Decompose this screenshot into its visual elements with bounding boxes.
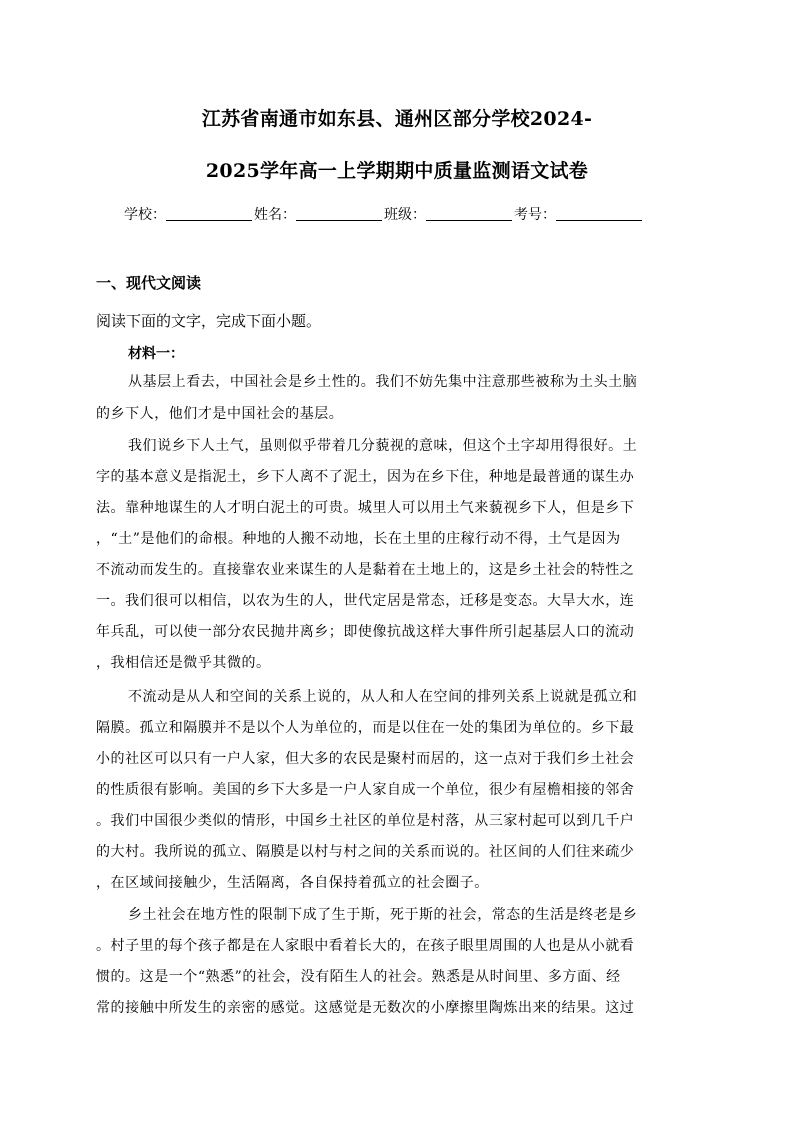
school-label: 学校：: [124, 207, 166, 223]
passage-line: 小的社区可以只有一户人家，但大多的农民是聚村而居的，这一点对于我们乡土社会: [96, 751, 635, 767]
passage-line: 的大村。我所说的孤立、隔膜是以村与村之间的关系而说的。社区间的人们往来疏少: [96, 844, 635, 860]
passage-line: 惯的。这是一个“熟悉”的社会，没有陌生人的社会。熟悉是从时间里、多方面、经: [96, 969, 621, 985]
exam-number-label: 考号：: [514, 207, 556, 223]
exam-number-blank-field[interactable]: [556, 206, 642, 221]
passage-line: 的性质很有影响。美国的乡下大多是一户人家自成一个单位，很少有屋檐相接的邻舍: [96, 782, 635, 798]
passage-line: 的乡下人，他们才是中国社会的基层。: [96, 406, 344, 422]
passage-line: 。我们中国很少类似的情形，中国乡土社区的单位是村落，从三家村起可以到几千户: [96, 813, 635, 829]
name-label: 姓名：: [254, 207, 296, 223]
student-info-row: [124, 204, 684, 224]
class-blank-field[interactable]: [426, 206, 512, 221]
passage-line: 一。我们很可以相信，以农为生的人，世代定居是常态，迁移是变态。大旱大水，连: [96, 593, 635, 609]
passage-line: 隔膜。孤立和隔膜并不是以个人为单位的，而是以住在一处的集团为单位的。乡下最: [96, 720, 635, 736]
passage-line: 法。靠种地谋生的人才明白泥土的可贵。城里人可以用土气来藐视乡下人，但是乡下: [96, 500, 635, 516]
passage-line: 不流动是从人和空间的关系上说的，从人和人在空间的排列关系上说就是孤立和: [128, 689, 638, 705]
passage-line: 。村子里的每个孩子都是在人家眼中看着长大的，在孩子眼里周围的人也是从小就看: [96, 938, 635, 954]
section-heading: 一、现代文阅读: [96, 274, 202, 292]
section-instruction: 阅读下面的文字，完成下面小题。: [96, 312, 322, 330]
passage-line: ，在区域间接触少，生活隔离，各自保持着孤立的社会圈子。: [96, 875, 489, 891]
passage-line: 字的基本意义是指泥土，乡下人离不了泥土，因为在乡下住，种地是最普通的谋生办: [96, 469, 635, 485]
material-label: 材料一：: [128, 346, 184, 362]
passage-line: 乡土社会在地方性的限制下成了生于斯，死于斯的社会，常态的生活是终老是乡: [128, 907, 638, 923]
school-blank-field[interactable]: [166, 206, 252, 221]
passage-line: 不流动而发生的。直接靠农业来谋生的人是黏着在土地上的，这是乡土社会的特性之: [96, 562, 635, 578]
passage-line: 年兵乱，可以使一部分农民抛井离乡；即使像抗战这样大事件所引起基层人口的流动: [96, 624, 635, 640]
passage-line: 我们说乡下人土气，虽则似乎带着几分藐视的意味，但这个土字却用得很好。土: [128, 438, 638, 454]
passage-line: 常的接触中所发生的亲密的感觉。这感觉是无数次的小摩擦里陶炼出来的结果。这过: [96, 1000, 635, 1016]
passage-line: ，“土”是他们的命根。种地的人搬不动地，长在土里的庄稼行动不得，土气是因为: [96, 531, 621, 547]
class-label: 班级：: [384, 207, 426, 223]
exam-title-line-2: 2025学年高一上学期期中质量监测语文试卷: [205, 160, 589, 182]
name-blank-field[interactable]: [296, 206, 382, 221]
passage-line: ，我相信还是微乎其微的。: [96, 655, 271, 671]
exam-title-line-1: 江苏省南通市如东县、通州区部分学校2024-: [201, 108, 593, 130]
passage-line: 从基层上看去，中国社会是乡土性的。我们不妨先集中注意那些被称为土头土脑: [128, 374, 638, 390]
